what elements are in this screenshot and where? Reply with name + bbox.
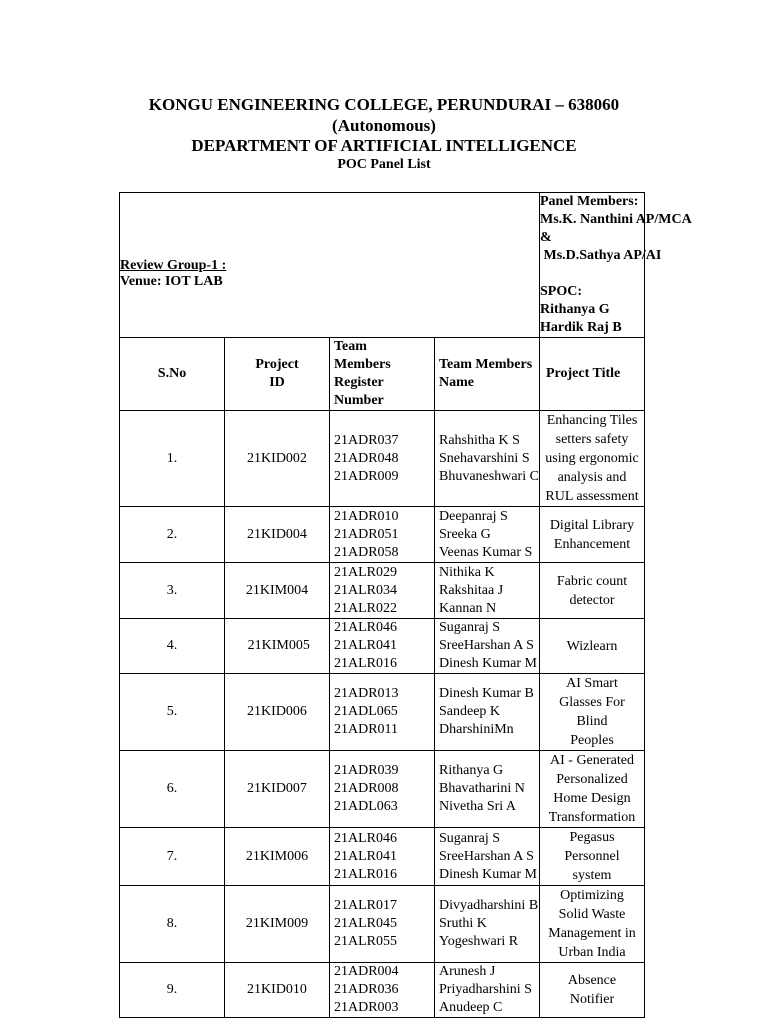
sno-cell: 1. xyxy=(120,411,225,507)
member-names-cell xyxy=(435,507,540,563)
table-row xyxy=(120,674,645,751)
register-number: 21ALR055 xyxy=(334,934,397,949)
project-id-cell: 21KID004 xyxy=(225,507,330,563)
project-title-line: Absence Notifier xyxy=(567,973,617,1007)
project-title-line: RUL assessment xyxy=(545,489,639,504)
project-title-cell xyxy=(540,886,645,963)
table-row xyxy=(120,507,645,563)
project-id-cell: 21KID002 xyxy=(225,411,330,507)
member-name: Yogeshwari R xyxy=(439,934,519,949)
venue-label: Venue: IOT LAB xyxy=(120,274,223,289)
project-title-line: Enhancing Tiles setters safety xyxy=(546,413,638,447)
sno-cell: 7. xyxy=(120,828,225,886)
project-title-line: Management in Urban India xyxy=(548,926,636,960)
register-number: 21ALR029 xyxy=(334,564,397,580)
member-name: Suganraj S xyxy=(439,620,501,635)
member-names-cell xyxy=(435,563,540,619)
register-numbers-cell xyxy=(330,411,435,507)
register-number: 21ADR051 xyxy=(334,526,399,542)
member-name: Deepanraj S xyxy=(439,508,508,524)
register-number: 21ADR037 xyxy=(334,432,399,448)
project-id-cell: 21KIM005 xyxy=(225,619,330,674)
member-name: Snehavarshini S xyxy=(439,450,530,466)
project-title-cell xyxy=(540,751,645,828)
member-name: SreeHarshan A S xyxy=(439,638,534,653)
group-info-row xyxy=(120,193,645,338)
column-header-row xyxy=(120,338,645,411)
member-name: SreeHarshan A S xyxy=(439,848,534,864)
col-title-header: Project Title xyxy=(540,338,645,411)
member-names-cell xyxy=(435,619,540,674)
register-number: 21ADR004 xyxy=(334,964,399,979)
table-row xyxy=(120,619,645,674)
spoc-1: Rithanya G xyxy=(540,302,610,317)
project-title-line: Pegasus Personnel system xyxy=(564,830,620,883)
project-id-cell: 21KID007 xyxy=(225,751,330,828)
project-title-line: using ergonomic analysis and xyxy=(545,451,639,485)
spoc-label: SPOC: xyxy=(540,284,582,299)
member-name: Sreeka G xyxy=(439,526,491,542)
member-name: Sandeep K xyxy=(439,704,501,719)
member-names-cell xyxy=(435,963,540,1018)
project-title-line: AI Smart Glasses For Blind xyxy=(559,676,625,729)
member-name: Bhavatharini N xyxy=(439,781,525,796)
member-names-cell xyxy=(435,674,540,751)
table-row xyxy=(120,886,645,963)
member-name: DharshiniMn xyxy=(439,722,514,737)
panel-members-label: Panel Members: xyxy=(540,194,639,209)
college-name: KONGU ENGINEERING COLLEGE, PERUNDURAI – 638060 xyxy=(148,95,620,114)
project-title-line: Optimizing Solid Waste xyxy=(558,888,626,922)
panel-member-1: Ms.K. Nanthini AP/MCA xyxy=(540,212,692,227)
register-number: 21ADR048 xyxy=(334,450,399,466)
project-title-line: Wizlearn xyxy=(566,638,618,654)
sno-cell: 3. xyxy=(120,563,225,619)
panel-members-cell xyxy=(540,193,692,338)
department-name: DEPARTMENT OF ARTIFICIAL INTELLIGENCE xyxy=(191,136,577,155)
member-names-cell xyxy=(435,751,540,828)
register-number: 21ALR016 xyxy=(334,656,397,671)
register-numbers-cell xyxy=(330,828,435,886)
member-names-cell xyxy=(435,411,540,507)
register-number: 21ADR058 xyxy=(334,544,399,560)
register-number: 21ADR009 xyxy=(334,468,399,484)
col-project-id-header: Project ID xyxy=(225,338,330,411)
register-number: 21ADR008 xyxy=(334,781,399,796)
register-number: 21ALR034 xyxy=(334,582,397,598)
member-name: Dinesh Kumar M xyxy=(439,656,537,671)
register-numbers-cell xyxy=(330,963,435,1018)
register-numbers-cell xyxy=(330,674,435,751)
panel-ampersand: & xyxy=(540,230,552,245)
project-title-cell xyxy=(540,563,645,619)
register-numbers-cell xyxy=(330,886,435,963)
project-title-cell xyxy=(540,507,645,563)
sno-cell: 6. xyxy=(120,751,225,828)
member-name: Anudeep C xyxy=(439,1000,503,1015)
member-name: Kannan N xyxy=(439,600,497,616)
register-number: 21ADL065 xyxy=(334,704,398,719)
sno-cell: 8. xyxy=(120,886,225,963)
register-number: 21ADR011 xyxy=(334,722,399,737)
table-row xyxy=(120,411,645,507)
col-sno-header: S.No xyxy=(120,338,225,411)
table-row xyxy=(120,563,645,619)
table-row xyxy=(120,963,645,1018)
project-title-line: Digital Library Enhancement xyxy=(549,517,635,552)
project-id-cell: 21KID010 xyxy=(225,963,330,1018)
project-title-line: Peoples xyxy=(570,733,614,748)
register-number: 21ADR010 xyxy=(334,508,399,524)
member-name: Priyadharshini S xyxy=(439,982,532,997)
project-id-cell: 21KIM006 xyxy=(225,828,330,886)
member-name: Suganraj S xyxy=(439,830,501,846)
member-name: Sruthi K xyxy=(439,916,487,931)
member-name: Dinesh Kumar B xyxy=(439,686,534,701)
register-number: 21ADR003 xyxy=(334,1000,399,1015)
col-names-header: Team Members Name xyxy=(435,338,540,411)
register-numbers-cell xyxy=(330,563,435,619)
project-id-cell: 21KIM009 xyxy=(225,886,330,963)
project-id-cell: 21KIM004 xyxy=(225,563,330,619)
spoc-2: Hardik Raj B xyxy=(540,320,622,335)
register-number: 21ALR022 xyxy=(334,600,397,616)
review-group-label: Review Group-1 : xyxy=(120,258,227,273)
register-number: 21ALR046 xyxy=(334,830,397,846)
project-title-cell xyxy=(540,411,645,507)
register-number: 21ADR039 xyxy=(334,763,399,778)
register-number: 21ALR017 xyxy=(334,898,397,913)
sno-cell: 2. xyxy=(120,507,225,563)
register-numbers-cell xyxy=(330,619,435,674)
member-names-cell xyxy=(435,828,540,886)
member-names-cell xyxy=(435,886,540,963)
sno-cell: 5. xyxy=(120,674,225,751)
register-number: 21ALR041 xyxy=(334,848,397,864)
project-title-cell xyxy=(540,619,645,674)
member-name: Dinesh Kumar M xyxy=(439,866,537,882)
review-group-cell xyxy=(120,193,540,338)
project-title-line: AI - Generated Personalized xyxy=(550,753,634,787)
register-number: 21ADR036 xyxy=(334,982,399,997)
register-number: 21ADL063 xyxy=(334,799,398,814)
member-name: Nivetha Sri A xyxy=(439,799,516,814)
project-title-line: Home Design Transformation xyxy=(548,791,636,825)
register-numbers-cell xyxy=(330,507,435,563)
member-name: Divyadharshini B xyxy=(439,898,539,913)
member-name: Nithika K xyxy=(439,564,495,580)
member-name: Bhuvaneshwari C xyxy=(439,468,539,484)
project-title-cell xyxy=(540,828,645,886)
member-name: Rakshitaa J xyxy=(439,582,504,598)
register-number: 21ALR041 xyxy=(334,638,397,653)
panel-member-2: Ms.D.Sathya AP/AI xyxy=(540,248,662,263)
project-title-line: Fabric count detector xyxy=(556,573,628,608)
member-name: Veenas Kumar S xyxy=(439,544,533,560)
sno-cell: 9. xyxy=(120,963,225,1018)
project-title-cell xyxy=(540,674,645,751)
register-numbers-cell xyxy=(330,751,435,828)
table-row xyxy=(120,751,645,828)
register-number: 21ALR046 xyxy=(334,620,397,635)
member-name: Arunesh J xyxy=(439,964,496,979)
member-name: Rahshitha K S xyxy=(439,432,520,448)
register-number: 21ADR013 xyxy=(334,686,399,701)
project-id-cell: 21KID006 xyxy=(225,674,330,751)
col-register-header: Team Members Register Number xyxy=(330,338,435,411)
table-row xyxy=(120,828,645,886)
register-number: 21ALR016 xyxy=(334,866,397,882)
member-name: Rithanya G xyxy=(439,763,504,778)
sno-cell: 4. xyxy=(120,619,225,674)
register-number: 21ALR045 xyxy=(334,916,397,931)
autonomous-label: (Autonomous) xyxy=(332,116,436,135)
document-title: POC Panel List xyxy=(337,157,431,172)
poc-panel-table xyxy=(119,192,692,1018)
project-title-cell xyxy=(540,963,645,1018)
